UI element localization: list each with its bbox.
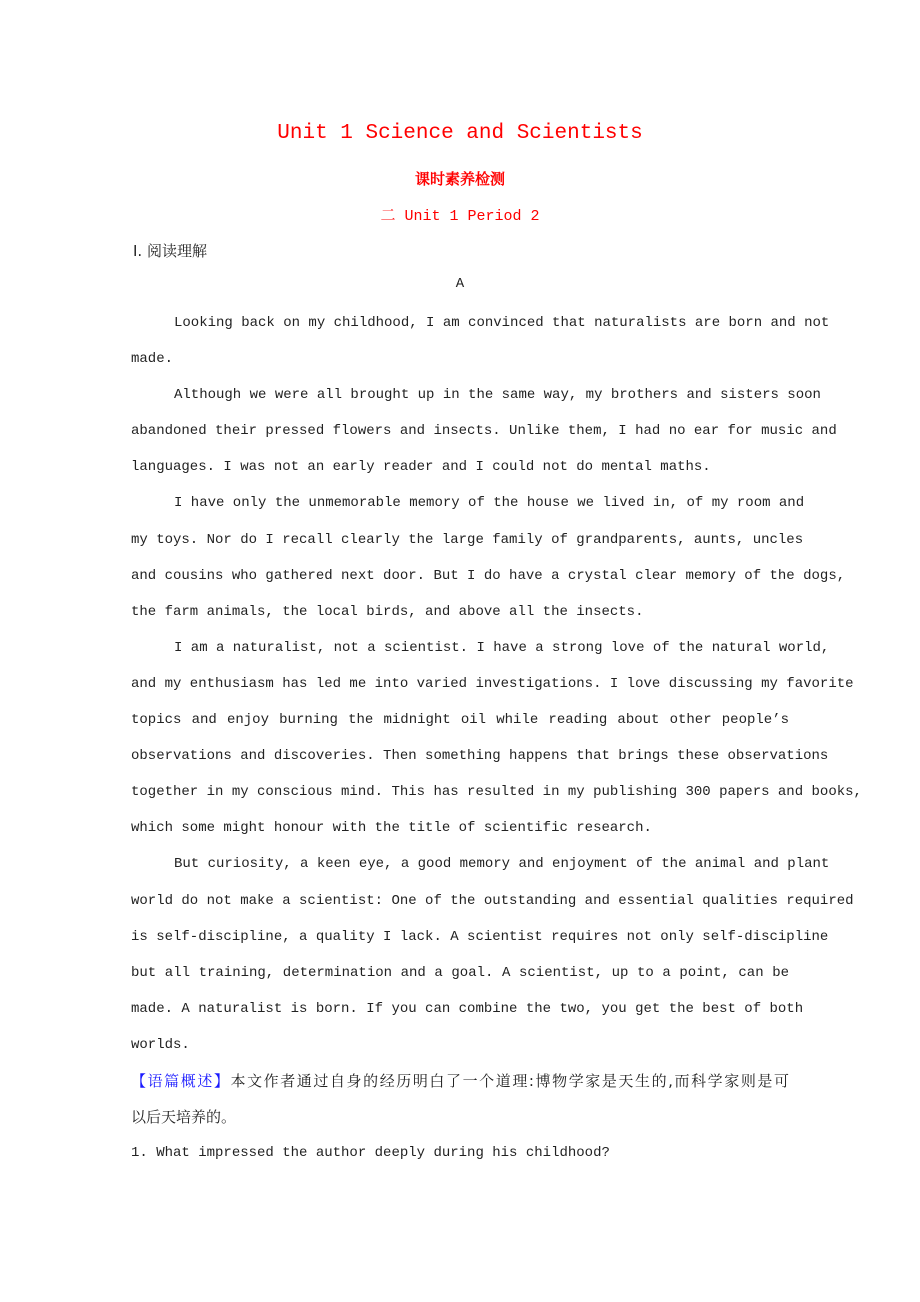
section-heading: Ⅰ. 阅读理解	[133, 242, 207, 260]
paragraph-line: topics and enjoy burning the midnight oil while reading about other people’s	[131, 712, 789, 729]
paragraph-line: made.	[131, 351, 174, 368]
passage-label: A	[455, 276, 465, 292]
paragraph-line: together in my conscious mind. This has resulted in my publishing 300 papers and books,	[131, 784, 862, 801]
paragraph-line: Although we were all brought up in the same way, my brothers and sisters soon	[174, 387, 821, 404]
paragraph-line: but all training, determination and a goal. A scientist, up to a point, can be	[131, 964, 789, 981]
summary-text: 本文作者通过自身的经历明白了一个道理:博物学家是天生的,而科学家则是可	[230, 1071, 789, 1090]
paragraph-line: world do not make a scientist: One of the outstanding and essential qualities required	[131, 892, 854, 909]
question: 1. What impressed the author deeply during his childhood?	[131, 1145, 610, 1162]
paragraph-line: I have only the unmemorable memory of the house we lived in, of my room and	[174, 495, 805, 512]
paragraph-line: abandoned their pressed flowers and insects. Unlike them, I had no ear for music and	[131, 423, 837, 440]
paragraph-line: and cousins who gathered next door. But I do have a crystal clear memory of the dogs,	[131, 567, 846, 584]
paragraph-line: is self-discipline, a quality I lack. A scientist requires not only self-discipline	[131, 928, 829, 945]
paragraph-line: worlds.	[131, 1036, 190, 1053]
summary-tag: 【语篇概述】	[131, 1071, 231, 1090]
paragraph-line: languages. I was not an early reader and I could not do mental maths.	[131, 459, 711, 476]
paragraph-line: my toys. Nor do I recall clearly the large family of grandparents, aunts, uncles	[131, 531, 804, 548]
passage-body	[131, 312, 862, 1178]
paragraph-line: which some might honour with the title of scientific research.	[131, 820, 652, 837]
period-heading: 二 Unit 1 Period 2	[380, 208, 540, 225]
paragraph-line: Looking back on my childhood, I am convinced that naturalists are born and not	[174, 315, 830, 331]
paragraph-line: and my enthusiasm has led me into varied investigations. I love discussing my favorite	[131, 675, 854, 692]
paragraph-line: I am a naturalist, not a scientist. I have a strong love of the natural world,	[174, 639, 830, 656]
document-subtitle: 课时素养检测	[414, 170, 505, 188]
document-title: Unit 1 Science and Scientists	[277, 122, 643, 145]
paragraph-line: made. A naturalist is born. If you can combine the two, you get the best of both	[131, 1000, 804, 1017]
paragraph-line: the farm animals, the local birds, and above all the insects.	[131, 603, 644, 620]
summary-line: 以后天培养的。	[131, 1108, 237, 1127]
paragraph-line: But curiosity, a keen eye, a good memory and enjoyment of the animal and plant	[174, 856, 830, 873]
summary-line	[131, 1070, 789, 1106]
paragraph-line: observations and discoveries. Then something happens that brings these observations	[131, 748, 829, 765]
